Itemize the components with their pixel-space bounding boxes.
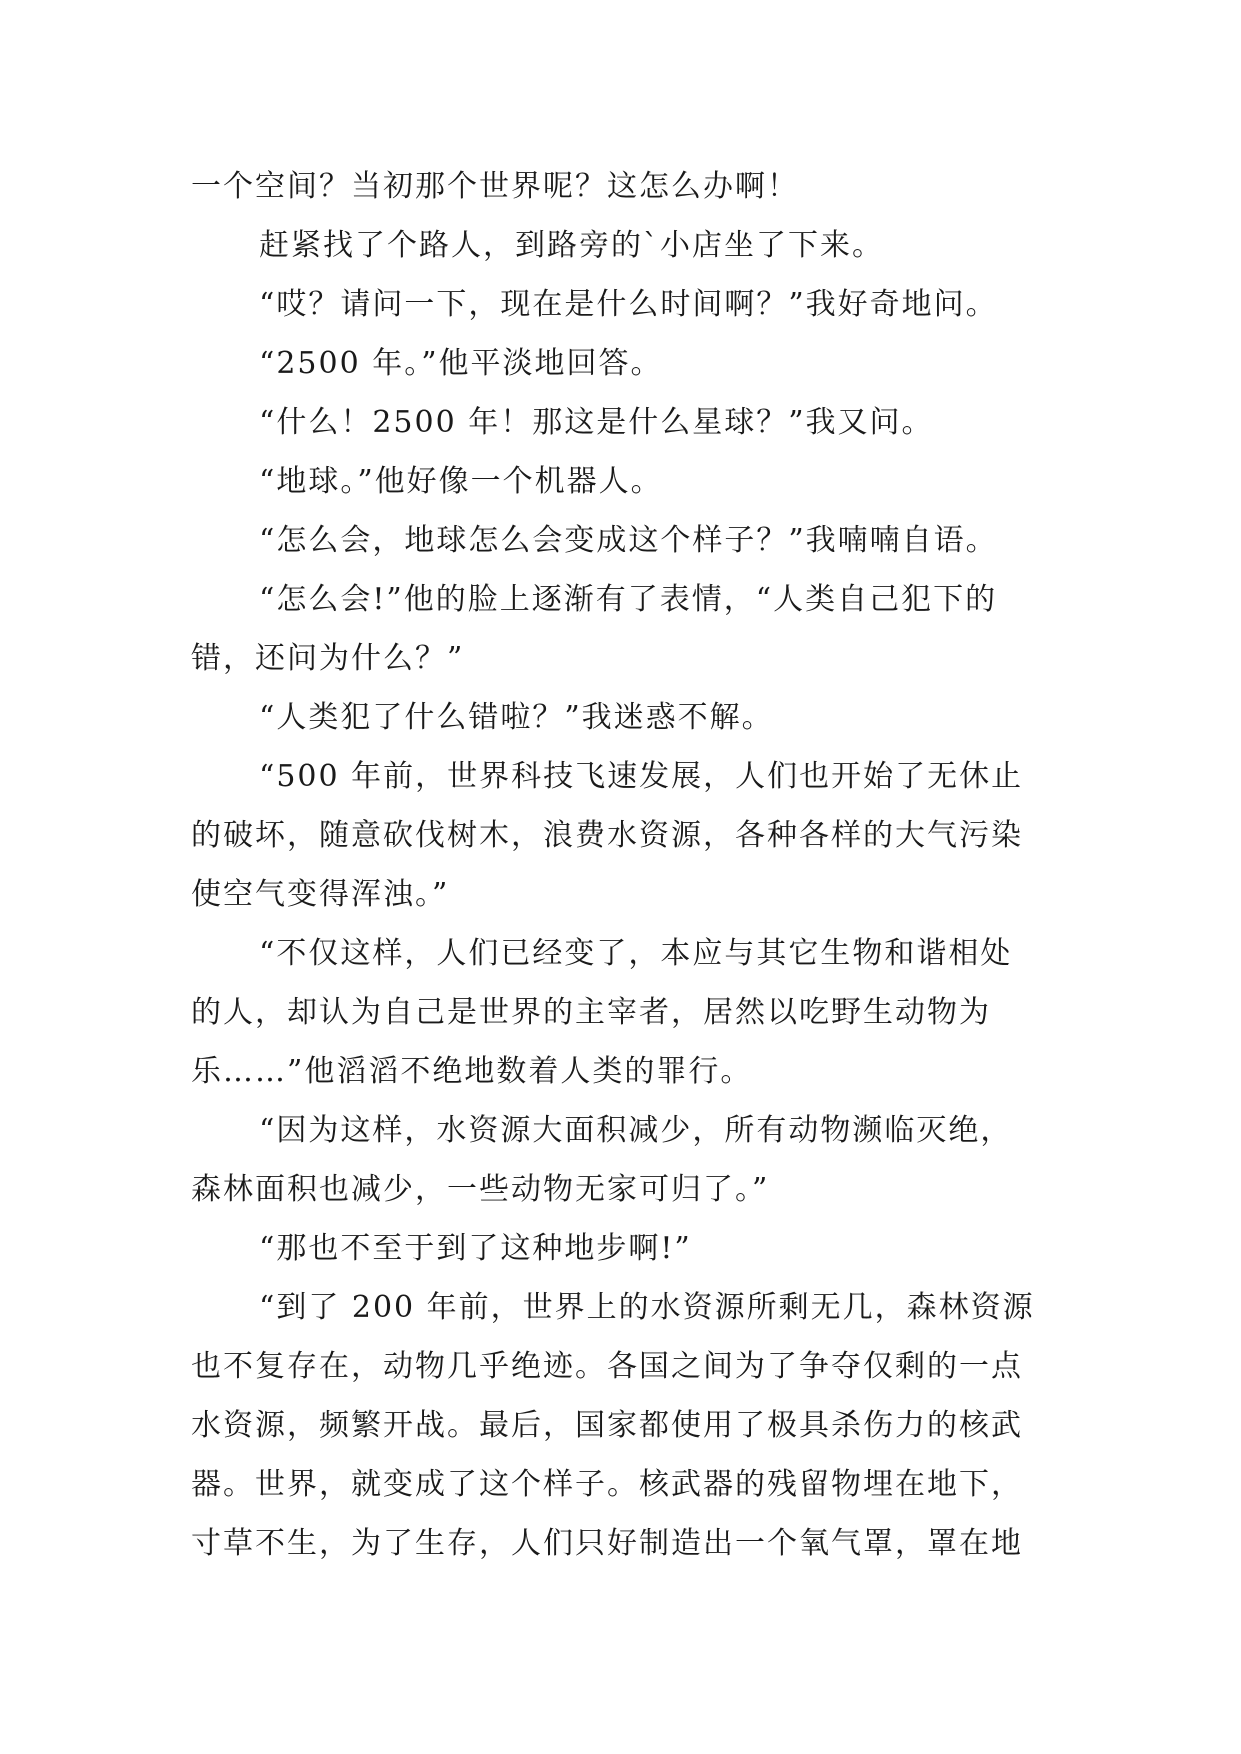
text-line: 寸草不生，为了生存，人们只好制造出一个氧气罩，罩在地	[191, 1526, 1023, 1561]
text-line: 森林面积也减少，一些动物无家可归了。”	[191, 1172, 770, 1207]
text-line: “因为这样，水资源大面积减少，所有动物濒临灭绝，	[259, 1113, 1013, 1148]
text-line: “怎么会，地球怎么会变成这个样子？”我喃喃自语。	[259, 523, 998, 558]
text-line: 乐……”他滔滔不绝地数着人类的罪行。	[191, 1054, 753, 1089]
text-line: 错，还问为什么？”	[191, 641, 465, 676]
text-line: 使空气变得浑浊。”	[191, 877, 450, 912]
text-line: “2500 年。”他平淡地回答。	[259, 346, 663, 381]
text-line: 的破坏，随意砍伐树木，浪费水资源，各种各样的大气污染	[191, 818, 1023, 853]
text-line: 的人，却认为自己是世界的主宰者，居然以吃野生动物为	[191, 995, 991, 1030]
text-line: 水资源，频繁开战。最后，国家都使用了极具杀伤力的核武	[191, 1408, 1023, 1443]
text-line: 一个空间？当初那个世界呢？这怎么办啊！	[191, 169, 799, 204]
text-line: “不仅这样，人们已经变了，本应与其它生物和谐相处	[259, 936, 1013, 971]
text-line: 也不复存在，动物几乎绝迹。各国之间为了争夺仅剩的一点	[191, 1349, 1023, 1384]
body-text	[191, 157, 1071, 1573]
text-line: “人类犯了什么错啦？”我迷惑不解。	[259, 700, 774, 735]
text-line: 赶紧找了个路人，到路旁的`小店坐了下来。	[259, 228, 884, 263]
text-line: 器。世界，就变成了这个样子。核武器的残留物埋在地下，	[191, 1467, 1023, 1502]
text-line: “那也不至于到了这种地步啊!”	[259, 1231, 692, 1266]
text-line: “到了 200 年前，世界上的水资源所剩无几，森林资源	[259, 1290, 1035, 1325]
text-line: “哎？请问一下，现在是什么时间啊？”我好奇地问。	[259, 287, 998, 322]
text-line: “什么！2500 年！那这是什么星球？”我又问。	[259, 405, 934, 440]
text-line: “地球。”他好像一个机器人。	[259, 464, 663, 499]
text-line: “怎么会!”他的脸上逐渐有了表情，“人类自己犯下的	[259, 582, 998, 617]
text-line: “500 年前，世界科技飞速发展，人们也开始了无休止	[259, 759, 1024, 794]
